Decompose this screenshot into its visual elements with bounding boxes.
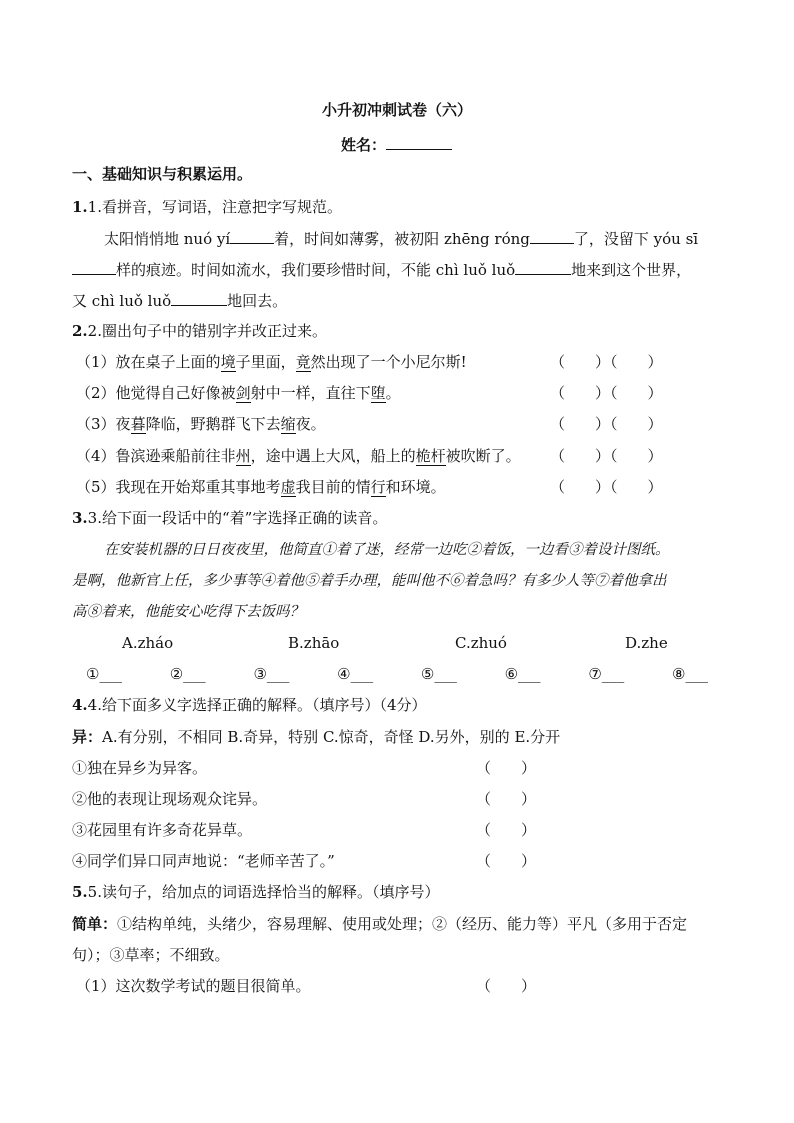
q1-text: 太阳悄悄地 nuó yí	[104, 230, 231, 248]
item-text: 我目前的情	[295, 478, 371, 496]
q4-item: ①独在异乡为异客。	[72, 759, 208, 777]
underlined-char[interactable]: 境	[220, 353, 236, 371]
answer-slot[interactable]: ①___	[86, 665, 122, 683]
q2-heading: 2.2.圈出句子中的错别字并改正过来。	[72, 322, 327, 340]
q1-text: 着，时间如薄雾，被初阳 zhēng róng	[274, 230, 530, 248]
q1-text: 地回去。	[227, 292, 288, 310]
q3-passage-line: 是啊，他新官上任，多少事等④着他⑤着手办理，能叫他不⑥着急吗？有多少人等⑦着他拿出	[72, 573, 667, 589]
item-text: 放在桌子上面的	[115, 353, 221, 371]
item-text: 降临，野鹅群飞下去	[145, 415, 281, 433]
q1-heading-text: 1.看拼音，写词语，注意把字写规范。	[87, 198, 342, 216]
q1-text: 又 chì luǒ luǒ	[72, 292, 172, 310]
q4-item: ④同学们异口同声地说：“老师辛苦了。”	[72, 852, 335, 870]
q1-text: 了，没留下 yóu sī	[573, 230, 699, 248]
answer-parens[interactable]: （ ）（ ）	[550, 447, 663, 465]
name-field	[341, 134, 452, 155]
answer-slot[interactable]: ⑧___	[672, 665, 708, 683]
answer-parens[interactable]: （ ）	[476, 852, 537, 870]
answer-parens[interactable]: （ ）	[476, 977, 537, 995]
answer-slot[interactable]: ⑦___	[588, 665, 625, 683]
answer-blank[interactable]	[230, 228, 274, 244]
q1-text: 样的痕迹。时间如流水，我们要珍惜时间，不能 chì luǒ luǒ	[116, 261, 516, 279]
q2-item	[76, 477, 446, 497]
underlined-char[interactable]: 缩	[280, 415, 296, 433]
q2-item	[76, 446, 521, 466]
q2-item	[76, 352, 467, 372]
underlined-char[interactable]: 州	[235, 447, 251, 465]
answer-slot[interactable]: ⑤___	[420, 665, 457, 683]
q4-heading: 4.4.给下面多义字选择正确的解释。（填序号）（4分）	[72, 696, 427, 714]
q2-item	[76, 383, 401, 403]
item-number: （4）	[76, 447, 116, 465]
underlined-char[interactable]: 堕	[370, 384, 386, 402]
q5-word: 简单：	[72, 915, 118, 933]
item-text: 子里面，	[235, 353, 296, 371]
answer-slot[interactable]: ⑥___	[504, 665, 541, 683]
item-text: 。	[385, 384, 401, 402]
q5-heading: 5.5.读句子，给加点的词语选择恰当的解释。（填序号）	[72, 883, 440, 901]
q5-item: （1）这次数学考试的题目很简单。	[76, 977, 311, 995]
item-number: （2）	[76, 384, 116, 402]
q2-heading-text: 2.圈出句子中的错别字并改正过来。	[87, 322, 327, 340]
item-text: 夜。	[295, 415, 326, 433]
option-c: C.zhuó	[455, 634, 507, 652]
q1-heading: 1.1.看拼音，写词语，注意把字写规范。	[72, 198, 342, 216]
item-text: ，途中遇上大风，船上的	[250, 447, 416, 465]
answer-parens[interactable]: （ ）	[476, 790, 537, 808]
item-text: 我现在开始郑重其事地考	[115, 478, 281, 496]
option-a: A.zháo	[122, 634, 174, 652]
answer-parens[interactable]: （ ）（ ）	[550, 353, 663, 371]
answer-blank[interactable]	[530, 228, 574, 244]
q3-answer-row	[86, 664, 708, 684]
q4-defs: A.有分别，不相同 B.奇异，特别 C.惊奇，奇怪 D.另外，别的 E.分开	[102, 728, 561, 746]
q3-heading: 3.3.给下面一段话中的“着”字选择正确的读音。	[72, 509, 388, 527]
q5-heading-text: 5.读句子，给加点的词语选择恰当的解释。（填序号）	[87, 883, 440, 901]
underlined-char[interactable]: 行	[370, 478, 386, 496]
q4-item: ③花园里有许多奇花异草。	[72, 821, 253, 839]
q4-definitions	[72, 727, 560, 747]
answer-blank[interactable]	[515, 259, 571, 275]
section-heading: 一、基础知识与积累运用。	[72, 165, 253, 183]
underlined-char[interactable]: 竟	[295, 353, 311, 371]
q5-defs: ①结构单纯，头绪少，容易理解、使用或处理；②（经历、能力等）平凡（多用于否定	[117, 915, 688, 933]
underlined-char[interactable]: 暮	[130, 415, 146, 433]
underlined-char[interactable]: 剑	[235, 384, 251, 402]
answer-parens[interactable]: （ ）（ ）	[550, 384, 663, 402]
item-number: （3）	[76, 415, 116, 433]
q2-item	[76, 414, 326, 434]
answer-parens[interactable]: （ ）	[476, 821, 537, 839]
item-text: 夜	[115, 415, 131, 433]
underlined-char[interactable]: 桅杆	[415, 447, 446, 465]
underlined-char[interactable]: 虚	[280, 478, 296, 496]
item-text: 他觉得自己好像被	[115, 384, 236, 402]
answer-parens[interactable]: （ ）（ ）	[550, 415, 663, 433]
page-title: 小升初冲刺试卷（六）	[321, 101, 472, 119]
answer-parens[interactable]: （ ）（ ）	[550, 478, 663, 496]
answer-blank[interactable]	[171, 290, 227, 306]
q1-text: 地来到这个世界，	[571, 261, 692, 279]
q1-line-2	[72, 259, 691, 280]
answer-slot[interactable]: ③___	[253, 665, 290, 683]
item-text: 鲁滨逊乘船前往非	[115, 447, 236, 465]
item-text: 射中一样，直往下	[250, 384, 371, 402]
item-text: 被吹断了。	[445, 447, 521, 465]
item-number: （5）	[76, 478, 116, 496]
q4-heading-text: 4.给下面多义字选择正确的解释。（填序号）（4分）	[87, 696, 427, 714]
answer-slot[interactable]: ②___	[169, 665, 206, 683]
q3-passage-line: 高⑧着来，他能安心吃得下去饭吗？	[72, 604, 304, 620]
answer-slot[interactable]: ④___	[337, 665, 374, 683]
q3-passage-line: 在安装机器的日日夜夜里，他简直①着了迷，经常一边吃②着饭，一边看③着设计图纸。	[104, 542, 670, 558]
q3-heading-text: 3.给下面一段话中的“着”字选择正确的读音。	[87, 509, 388, 527]
item-number: （1）	[76, 353, 116, 371]
q1-line-1	[104, 228, 698, 249]
answer-blank[interactable]	[72, 259, 116, 275]
option-d: D.zhe	[625, 634, 668, 652]
q4-word: 异：	[72, 728, 103, 746]
q1-line-3	[72, 290, 287, 311]
q5-definitions	[72, 914, 687, 934]
name-blank[interactable]	[386, 134, 452, 150]
q5-definitions-cont: 句）；③草率；不细致。	[72, 946, 230, 964]
item-text: 和环境。	[385, 478, 446, 496]
q4-item: ②他的表现让现场观众诧异。	[72, 790, 268, 808]
name-label: 姓名：	[341, 136, 387, 154]
option-b: B.zhāo	[288, 634, 340, 652]
answer-parens[interactable]: （ ）	[476, 759, 537, 777]
item-text: 然出现了一个小尼尔斯!	[310, 353, 467, 371]
